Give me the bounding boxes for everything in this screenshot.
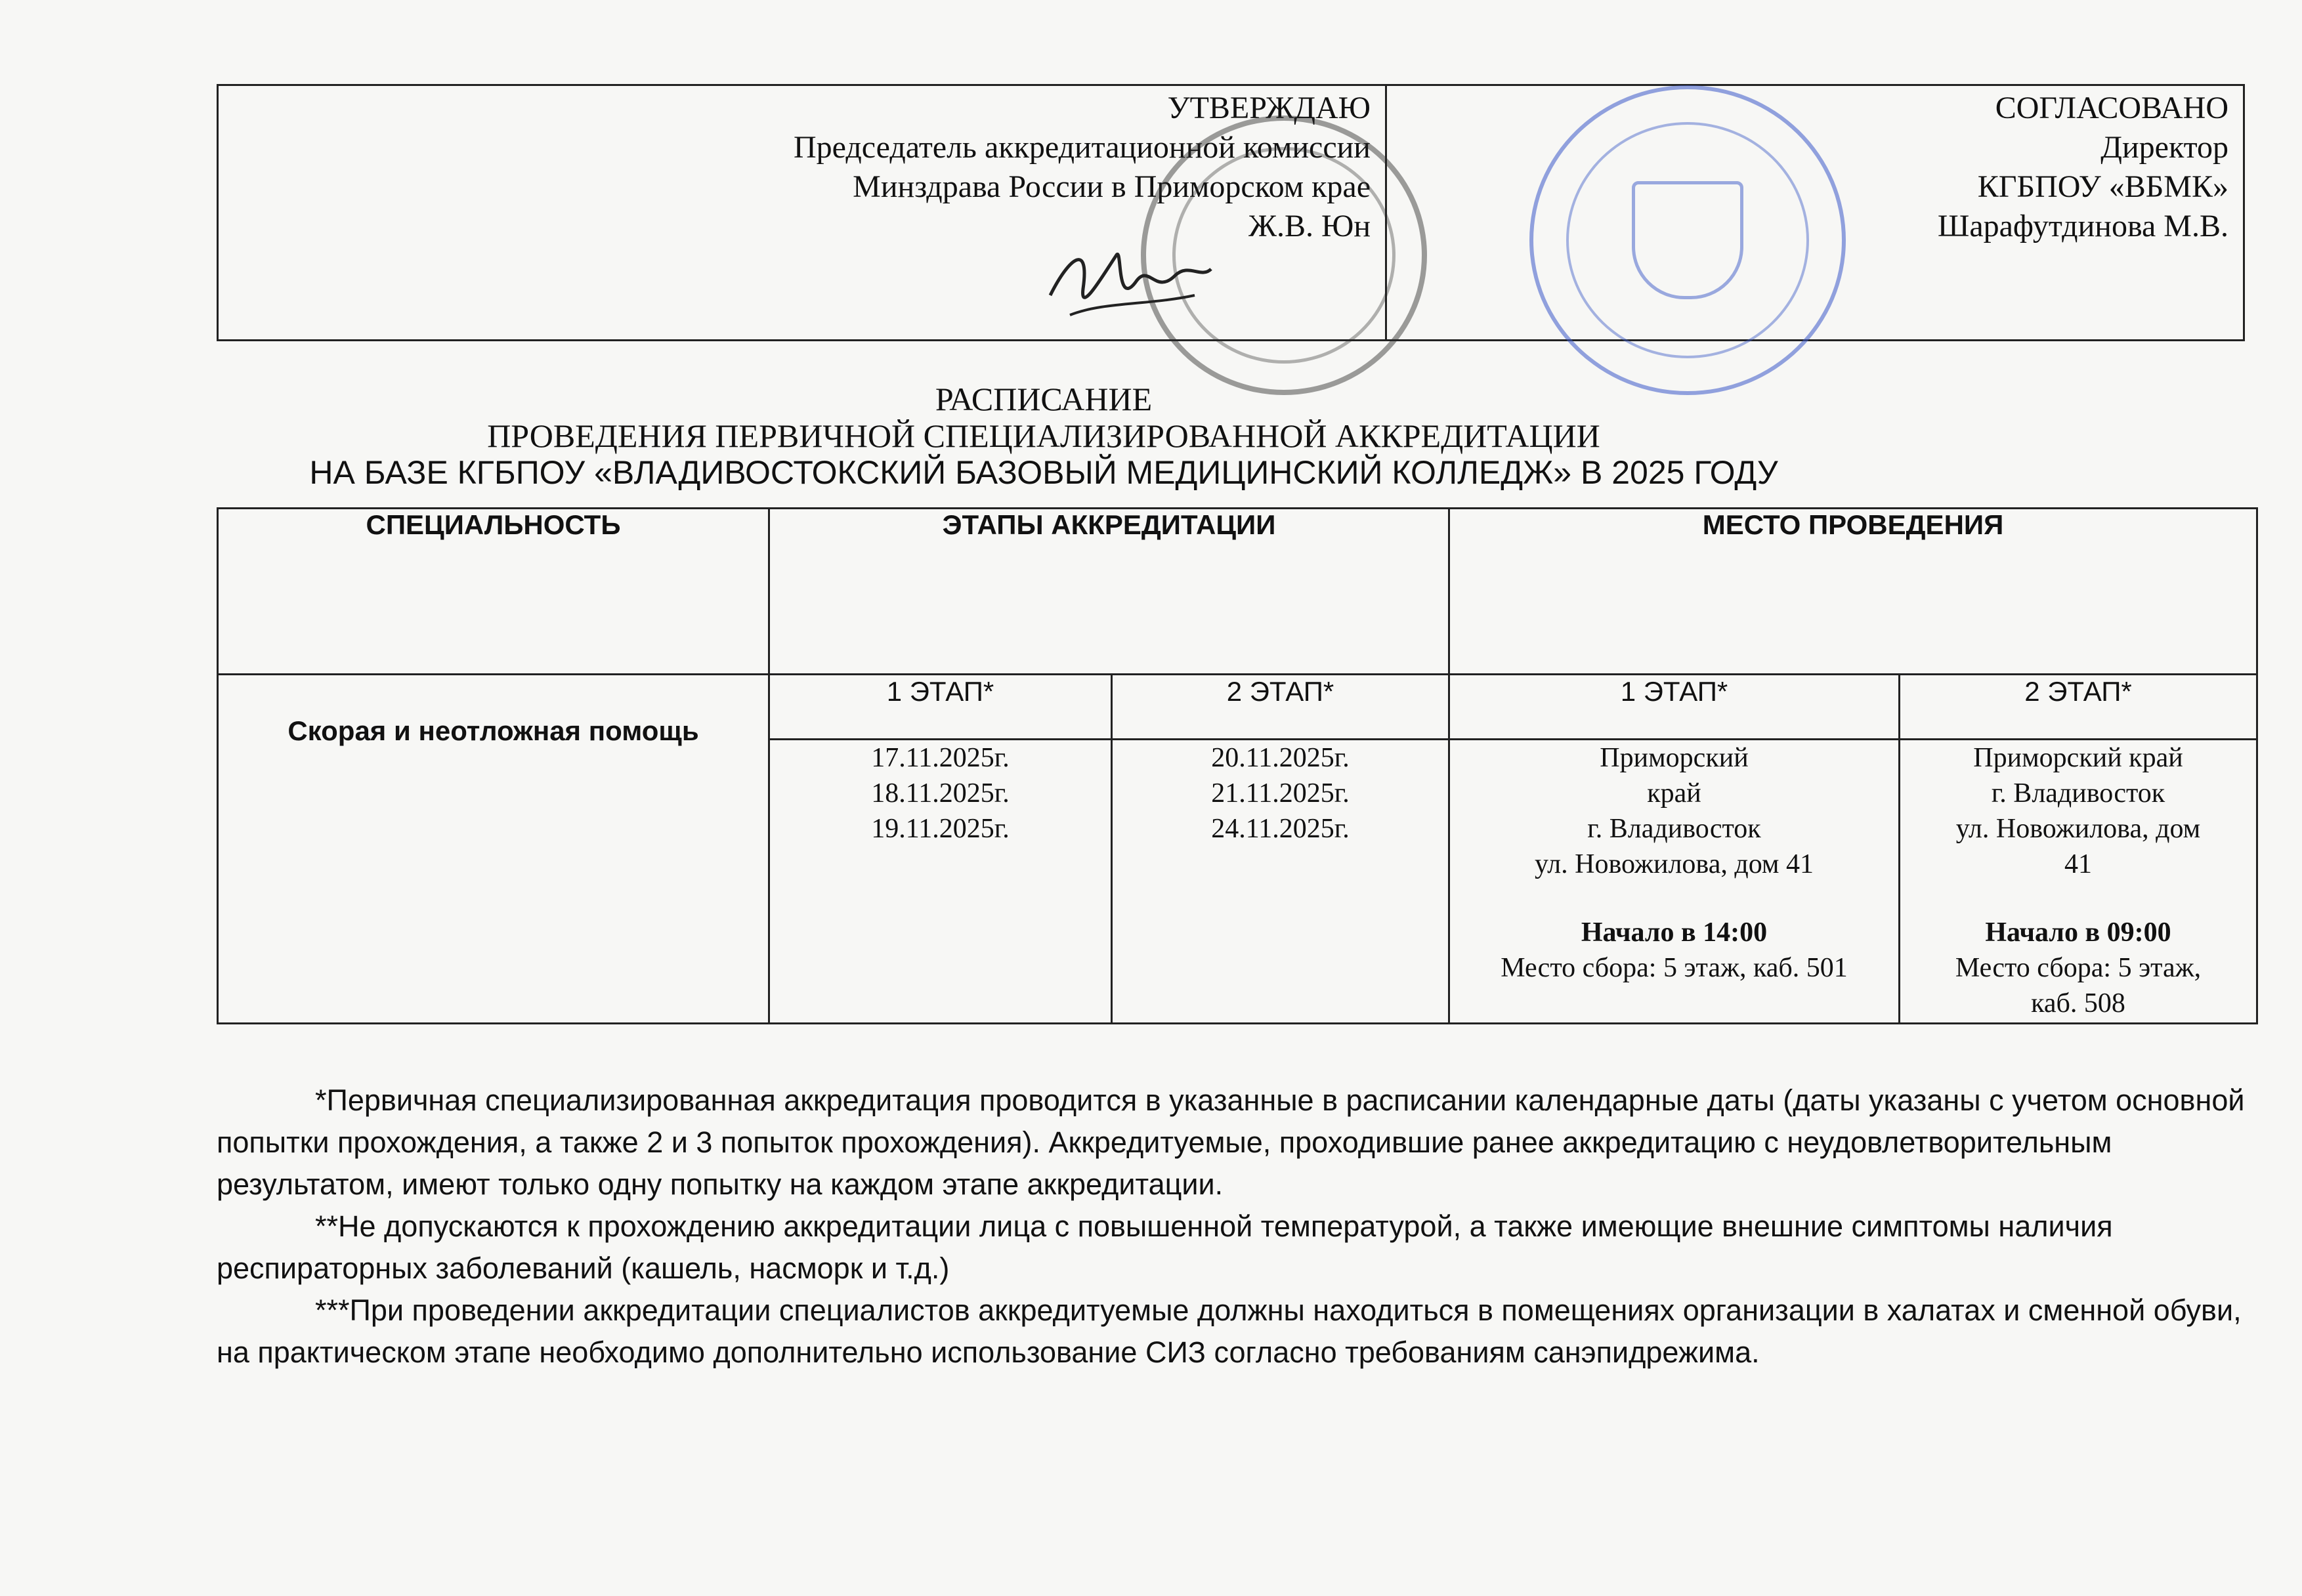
agreed-heading: СОГЛАСОВАНО xyxy=(1995,91,2228,125)
stage-label: 1 ЭТАП* xyxy=(1449,675,1900,740)
date: 18.11.2025г. xyxy=(871,778,1010,808)
agreed-name: Шарафутдинова М.В. xyxy=(1937,209,2228,243)
start-time: Начало в 14:00 xyxy=(1581,917,1768,948)
address-line: г. Владивосток xyxy=(1587,814,1761,844)
stage1-place xyxy=(1449,740,1900,1024)
meeting-point: Место сбора: 5 этаж, каб. 501 xyxy=(1501,953,1848,983)
signature xyxy=(1044,217,1214,335)
table-header-row xyxy=(218,509,2257,675)
date: 17.11.2025г. xyxy=(871,743,1010,773)
stage-label: 2 ЭТАП* xyxy=(1112,675,1449,740)
agreed-organization: КГБПОУ «ВБМК» xyxy=(1977,169,2228,204)
approved-heading: УТВЕРЖДАЮ xyxy=(1167,91,1371,125)
title-line-2: ПРОВЕДЕНИЯ ПЕРВИЧНОЙ СПЕЦИАЛИЗИРОВАННОЙ АККРЕДИТАЦИИ xyxy=(487,417,1600,454)
college-stamp xyxy=(1529,85,1846,395)
table-row xyxy=(218,675,2257,740)
agreed-by xyxy=(1938,89,2228,246)
specialty-cell: Скорая и неотложная помощь xyxy=(218,675,769,1024)
stage-label: 1 ЭТАП* xyxy=(769,675,1112,740)
header-stages: ЭТАПЫ АККРЕДИТАЦИИ xyxy=(769,509,1449,675)
approver-organization: Минздрава России в Приморском крае xyxy=(853,169,1371,204)
address-line: ул. Новожилова, дом xyxy=(1955,814,2201,844)
header-specialty: СПЕЦИАЛЬНОСТЬ xyxy=(218,509,769,675)
coat-of-arms-icon xyxy=(1632,181,1743,299)
agreed-position: Директор xyxy=(2100,130,2228,165)
start-time: Начало в 09:00 xyxy=(1985,917,2171,948)
address-line: Приморский край xyxy=(1973,743,2183,773)
date: 20.11.2025г. xyxy=(1211,743,1350,773)
footnotes xyxy=(217,1080,2245,1374)
footnote: ***При проведении аккредитации специалистов аккредитуемые должны находиться в помещениях организации в халатах и сменной обуви, на практическом этапе необходимо дополнительно использование СИЗ согласно требованиям санэпидрежима. xyxy=(217,1293,2242,1369)
meeting-point: каб. 508 xyxy=(2031,988,2125,1018)
address-line: 41 xyxy=(2064,849,2092,879)
title-line-3: НА БАЗЕ КГБПОУ «ВЛАДИВОСТОКСКИЙ БАЗОВЫЙ МЕДИЦИНСКИЙ КОЛЛЕДЖ» В 2025 ГОДУ xyxy=(309,454,1778,491)
header-place: МЕСТО ПРОВЕДЕНИЯ xyxy=(1449,509,2257,675)
footnote: *Первичная специализированная аккредитация проводится в указанные в расписании календарные даты (даты указаны с учетом основной попытки прохождения, а также 2 и 3 попыток прохождения). Аккредитуемые, проходившие ранее аккредитацию с неудовлетворительным результатом, имеют только одну попытку на каждом этапе аккредитации. xyxy=(217,1083,2245,1201)
date: 21.11.2025г. xyxy=(1211,778,1350,808)
stage2-dates xyxy=(1112,740,1449,1024)
stage-label: 2 ЭТАП* xyxy=(1900,675,2257,740)
meeting-point: Место сбора: 5 этаж, xyxy=(1955,953,2202,983)
address-line: ул. Новожилова, дом 41 xyxy=(1535,849,1814,879)
stage2-place xyxy=(1900,740,2257,1024)
address-line: г. Владивосток xyxy=(1991,778,2165,808)
document-title xyxy=(217,381,1871,491)
date: 19.11.2025г. xyxy=(871,814,1010,844)
approver-name: Ж.В. Юн xyxy=(1248,209,1371,243)
address-line: край xyxy=(1647,778,1701,808)
approver-position: Председатель аккредитационной комиссии xyxy=(794,130,1371,165)
schedule-table xyxy=(217,507,2258,1024)
address-line: Приморский xyxy=(1600,743,1749,773)
title-line-1: РАСПИСАНИЕ xyxy=(935,381,1153,417)
footnote: **Не допускаются к прохождению аккредитации лица с повышенной температурой, а также имеющие внешние симптомы наличия респираторных заболеваний (кашель, насморк и т.д.) xyxy=(217,1209,2113,1285)
date: 24.11.2025г. xyxy=(1211,814,1350,844)
stage1-dates xyxy=(769,740,1112,1024)
